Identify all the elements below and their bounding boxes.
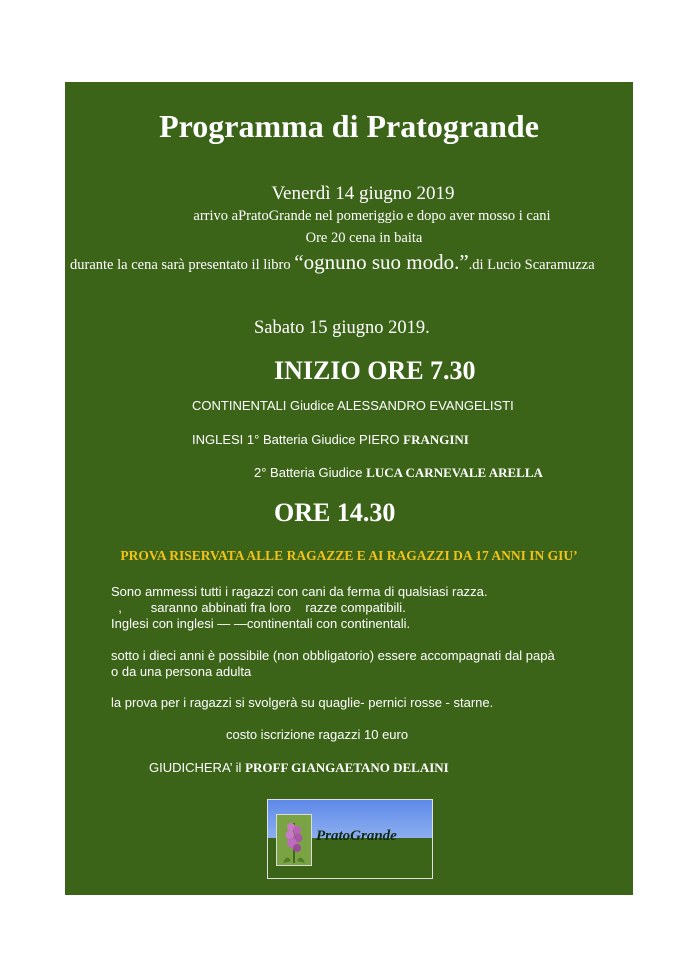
friday-dinner: Ore 20 cena in baita [305, 230, 423, 246]
youth-judge-name: PROFF GIANGAETANO DELAINI [245, 760, 449, 775]
friday-arrival: arrivo aPratoGrande nel pomeriggio e dopo aver mosso i cani [193, 208, 551, 224]
age-note-line-1: sotto i dieci anni è possibile (non obbligatorio) essere accompagnati dal papà [111, 648, 555, 663]
book-title: “ognuno suo modo.” [294, 250, 469, 274]
poster-title: Programma di Pratogrande [159, 108, 539, 144]
rules-line-2: , saranno abbinati fra loro razze compatibili. [111, 600, 406, 615]
continentali-judge: CONTINENTALI Giudice ALESSANDRO EVANGELISTI [192, 398, 514, 413]
rules-line-3: Inglesi con inglesi — —continentali con continentali. [111, 616, 411, 631]
inglesi-battery-2-label: 2° Batteria Giudice [254, 465, 367, 480]
youth-judge-label: GIUDICHERA’ il [149, 760, 246, 775]
inglesi-battery-1-judge: FRANGINI [403, 432, 469, 447]
inglesi-battery-1-label: INGLESI 1° Batteria Giudice PIERO [192, 432, 404, 447]
youth-trial-headline: PROVA RISERVATA ALLE RAGAZZE E AI RAGAZZI DA 17 ANNI IN GIU’ [120, 548, 578, 563]
youth-judge [149, 760, 449, 776]
registration-cost: costo iscrizione ragazzi 10 euro [226, 727, 409, 742]
friday-book-line [70, 250, 595, 275]
saturday-start-time: INIZIO ORE 7.30 [274, 356, 476, 385]
pratogrande-logo [267, 799, 433, 879]
inglesi-battery-2 [254, 465, 543, 481]
inglesi-battery-1 [192, 432, 469, 448]
friday-date: Venerdì 14 giugno 2019 [271, 183, 455, 204]
afternoon-time: ORE 14.30 [274, 498, 396, 527]
logo-brand-text: PratoGrande [316, 828, 397, 844]
age-note-line-2: o da una persona adulta [111, 664, 252, 679]
saturday-date: Sabato 15 giugno 2019. [254, 318, 430, 338]
event-poster [65, 82, 633, 895]
game-note: la prova per i ragazzi si svolgerà su quaglie- pernici rosse - starne. [111, 695, 494, 710]
book-intro-text: durante la cena sarà presentato il libro [70, 257, 295, 273]
inglesi-battery-2-judge: LUCA CARNEVALE ARELLA [366, 465, 543, 480]
rules-line-1: Sono ammessi tutti i ragazzi con cani da ferma di qualsiasi razza. [111, 584, 488, 599]
orchid-flower-icon [276, 814, 312, 866]
book-author-text: .di Lucio Scaramuzza [468, 257, 595, 273]
